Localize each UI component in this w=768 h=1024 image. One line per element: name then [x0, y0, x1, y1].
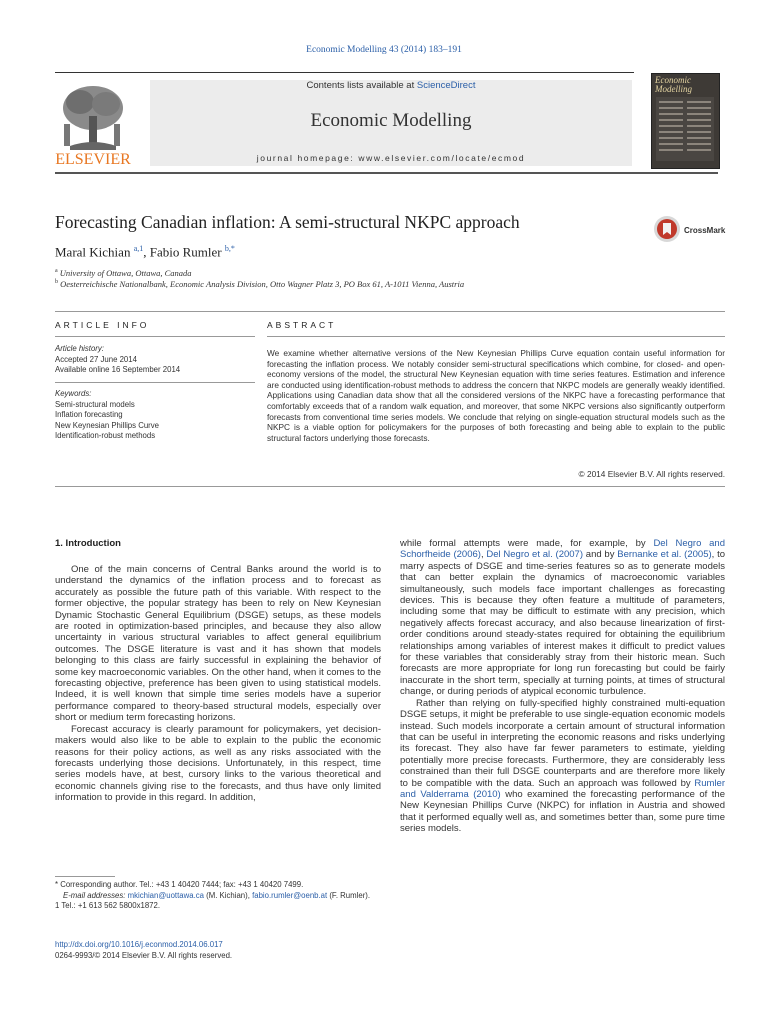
abstract-bottom-rule — [55, 486, 725, 487]
crossmark-label: CrossMark — [684, 226, 726, 235]
article-info-label: ARTICLE INFO — [55, 320, 150, 330]
article-history — [55, 344, 255, 376]
contents-line — [150, 80, 632, 91]
paper-title: Forecasting Canadian inflation: A semi-structural NKPC approach — [55, 212, 520, 232]
footnote-text: Tel.: +1 613 562 5800x1872. — [61, 901, 161, 910]
email-link[interactable]: mkichian@uottawa.ca — [127, 890, 204, 900]
paragraph: One of the main concerns of Central Banks around the world is to understand the dynamics of the inflation process and to forecast as accurately as possible the future path of this variable. With respect to the former objective, the popular strategy has been to rely on New Keynesian Dynamic Stochastic General Equilibrium (DSGE) setups, as these models are rooted in optimization-based principles, and because they also allow uncertainty in various structural variables to affect general equilibrium outcomes. The DSGE literature is vast and it has shown that models belonging to this class are fairly successful in explaining the behavior of some key macroeconomic variables. On the other hand, when it comes to the forecasting objective, preference has been given to using statistical models. Indeed, it is well known that simple time series models have a superior performance compared to theory-based structural models, especially over short or medium term forecasting horizons. — [55, 564, 381, 724]
abstract-copyright: © 2014 Elsevier B.V. All rights reserved. — [578, 469, 725, 479]
citation-link[interactable]: Del Negro et al. (2007) — [486, 549, 584, 561]
affiliation-mark: b — [55, 279, 58, 286]
keyword: New Keynesian Phillips Curve — [55, 420, 160, 430]
keyword: Identification-robust methods — [55, 431, 156, 440]
footnote-mark: * — [55, 880, 59, 889]
affiliation — [55, 268, 192, 278]
footnotes — [55, 880, 385, 912]
author-affiliation-mark[interactable]: a,1 — [133, 244, 144, 253]
accepted-date: Accepted 27 June 2014 — [55, 354, 137, 364]
info-divider — [55, 311, 725, 312]
keyword: Inflation forecasting — [55, 410, 123, 419]
author-name[interactable]: Fabio Rumler — [149, 244, 222, 260]
history-label: Article history: — [55, 344, 104, 353]
elsevier-tree-logo[interactable] — [52, 80, 134, 166]
abstract-rule — [267, 336, 725, 337]
keyword: Semi-structural models — [55, 399, 135, 409]
journal-homepage[interactable]: journal homepage: www.elsevier.com/locate/ecmod — [256, 153, 526, 163]
doi-link[interactable]: http://dx.doi.org/10.1016/j.econmod.2014.06.017 — [55, 940, 223, 949]
journal-title: Economic Modelling — [310, 110, 472, 131]
contents-prefix: Contents lists available at — [306, 80, 417, 91]
keywords — [55, 389, 255, 442]
email-owner: (F. Rumler). — [327, 890, 371, 900]
issn-copyright: 0264-9993/© 2014 Elsevier B.V. All rights reserved. — [55, 951, 233, 960]
cover-text-lines — [656, 97, 714, 161]
author-separator: , — [143, 244, 150, 260]
text: , — [480, 549, 487, 561]
text: while formal attempts were made, for example, by — [400, 538, 654, 549]
body-column-left — [55, 564, 381, 804]
top-rule — [55, 72, 634, 73]
affiliation-mark: a — [55, 268, 58, 275]
text: and by — [583, 549, 618, 561]
footnote-phone — [55, 901, 385, 912]
online-date: Available online 16 September 2014 — [55, 365, 181, 374]
footnote-text: Corresponding author. Tel.: +43 1 40420 7444; fax: +43 1 40420 7499. — [60, 880, 304, 889]
footnote-rule — [55, 876, 115, 877]
email-link[interactable]: fabio.rumler@oenb.at — [252, 890, 328, 900]
keywords-label: Keywords: — [55, 389, 92, 398]
email-label: E-mail addresses: — [63, 890, 126, 900]
affiliation — [55, 279, 464, 289]
keywords-rule — [55, 382, 255, 383]
abstract-label: ABSTRACT — [267, 320, 337, 330]
crossmark-icon — [654, 216, 680, 242]
text: , to marry aspects of DSGE and time-series features so as to generate models that can better explain the dynamics of macroeconomic variables simultaneously, such models face important challenges as forecasting devices. This is because they often feature a multitude of parameters, including some that may be difficult to estimate with any precision, which negatively affects forecast accuracy, and also because linearization of first-order conditions around steady-states required for obtaining the equilibrium relationships among variables of interest makes it difficult to predict values for these variables that considerably stray from their historic mean. Such forecasts are more appropriate for long run forecasting but could be fairly inaccurate in the short term, specially at turning points, at times of structural change, or during periods of atypical economic turbulence. — [400, 549, 725, 698]
cover-title: Economic Modelling — [655, 75, 692, 94]
footnote-corresponding — [55, 880, 385, 891]
footnote-mark: 1 — [55, 901, 60, 910]
footnote-emails — [55, 891, 385, 902]
email-owner: (M. Kichian), — [203, 890, 253, 900]
citation-link[interactable]: Rumler and Valderrama (2010) — [400, 777, 725, 800]
body-column-right — [400, 538, 725, 835]
info-rule — [55, 336, 255, 337]
paragraph — [400, 698, 725, 835]
text: Rather than relying on fully-specified highly constrained multi-equation DSGE setups, it might be preferable to use single-equation economic models instead. Such models incorporate a certain amount of structural information that can be useful in interpreting the economic reasons and risks underlying its forecast. They also have far fewer parameters to estimate, yielding potentially more precise forecasts. Furthermore, they are considerably less constrained than their full DSGE counterparts and are therefore more likely to be compatible with the data. Such an approach was followed by — [400, 697, 725, 789]
citation-link[interactable]: Bernanke et al. (2005) — [617, 549, 712, 561]
author-affiliation-mark[interactable]: b,* — [224, 244, 235, 253]
author-list — [55, 244, 235, 260]
sciencedirect-link[interactable]: ScienceDirect — [416, 80, 476, 91]
section-heading-introduction: 1. Introduction — [55, 538, 121, 549]
tree-icon — [63, 86, 123, 150]
author-name[interactable]: Maral Kichian — [55, 244, 131, 260]
elsevier-wordmark: ELSEVIER — [55, 151, 131, 166]
paragraph — [400, 538, 725, 698]
paragraph: Forecast accuracy is clearly paramount for policymakers, yet decision-makers would also like to be able to explain to the public the economic reasons for their policy actions, as well as any risks associated with the forecasts underlying those decisions. Unfortunately, in this respect, time series models have, at best, cursory links to the various theoretical and economic channels giving rise to the forecasts, and thus have only limited information to provide in this regard. In addition, — [55, 723, 381, 804]
affiliation-text: Oesterreichische Nationalbank, Economic Analysis Division, Otto Wagner Platz 3, PO Box 61, A-1011 Vienna, Austria — [60, 279, 465, 289]
header-rule — [55, 172, 718, 174]
citation-link[interactable]: Del Negro and Schorfheide (2006) — [400, 538, 725, 561]
text: who examined the forecasting performance of the New Keynesian Phillips Curve (NKPC) for inflation in Austria and showed that it performed equally well as, and sometimes better than, some pure time series models. — [400, 788, 725, 835]
journal-reference[interactable]: Economic Modelling 43 (2014) 183–191 — [306, 45, 462, 55]
affiliation-text: University of Ottawa, Ottawa, Canada — [59, 268, 192, 278]
abstract-text: We examine whether alternative versions of the New Keynesian Phillips Curve equation contain useful information for forecasting the inflation process. We notably consider semi-structural specifications which combine, for closed- and open-economy versions of the model, the structural New Keynesian equation with time series features. Estimation and inference are conducted using identification-robust methods to address the concern that NKPC models are generally weakly identified. Applications using Canadian data show that all the considered versions of the NKPC have a forecasting performance that comfortably exceeds that of a random walk equation, and moreover, that some NKPC versions also significantly outperform forecasts from conventional time series models. We conclude that relying on single-equation structural models such as the NKPC is a viable option for policymakers for the purposes of both forecasting and being able to explain to the public structural factors underlying those forecasts. — [267, 348, 725, 443]
